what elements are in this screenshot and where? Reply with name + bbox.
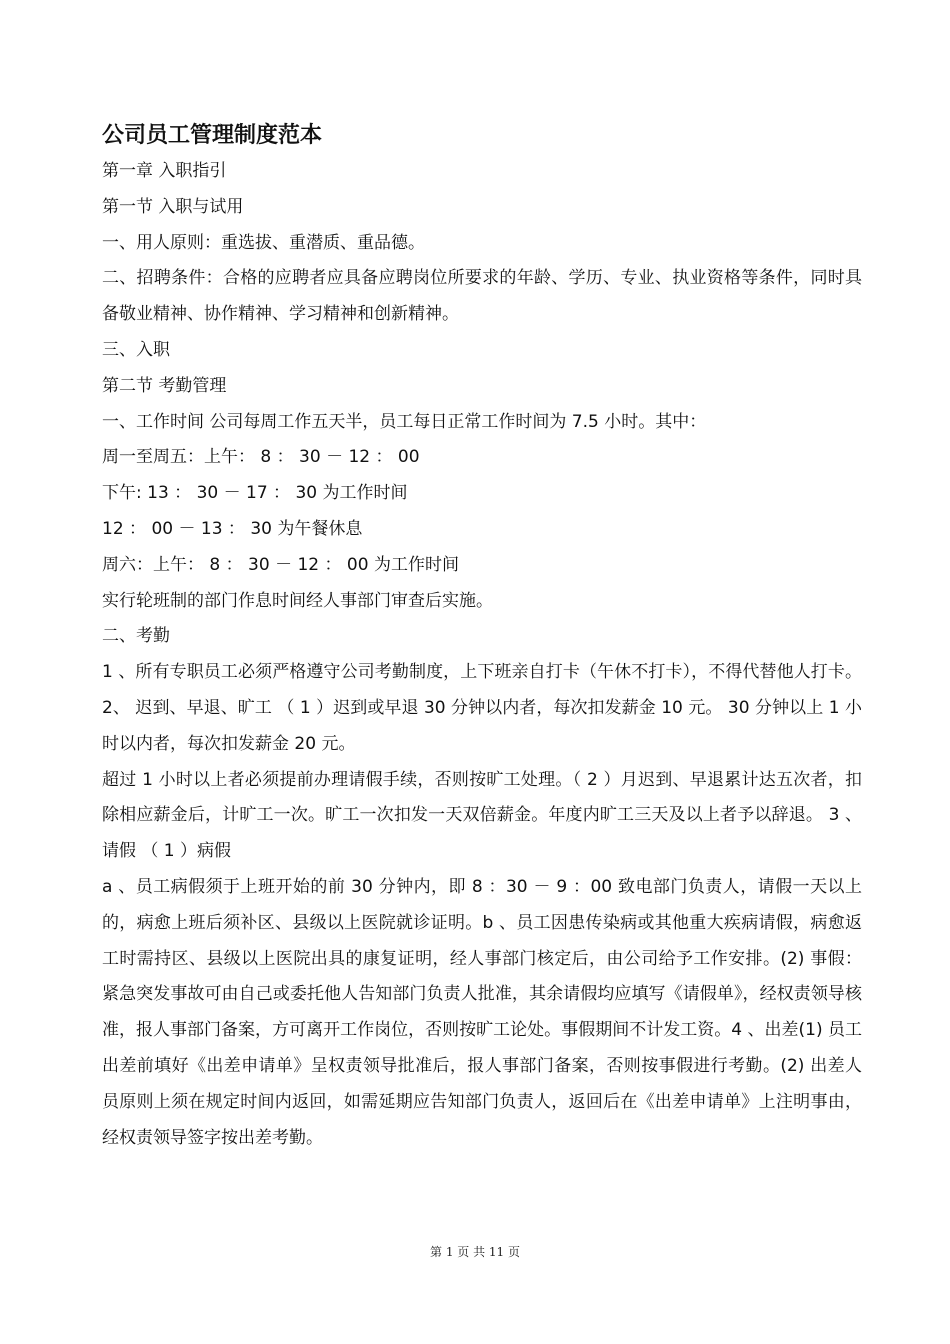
- leave-paragraph: a 、员工病假须于上班开始的前 30 分钟内，即 8 ：30 － 9 ：00 致电部门负责人，请假一天以上的，病愈上班后须补区、县级以上医院就诊证明。b 、员工因患传染病或其他重大疾病请假，病愈返工时需持区、县级以上医院出具的康复证明，经人事部门核定后，由公司给予工作安排。(2) 事假：紧急突发事故可由自己或委托他人告知部门负责人批准，其余请假均应填写《请假单》，经权责领导核准，报人事部门备案，方可离开工作岗位，否则按旷工论处。事假期间不计发工资。4 、出差(1) 员工出差前填好《出差申请单》呈权责领导批准后，报人事部门备案，否则按事假进行考勤。(2) 出差人员原则上须在规定时间内返回，如需延期应告知部门负责人，返回后在《出差申请单》上注明事由，经权责领导签字按出差考勤。: [102, 876, 862, 1148]
- shift-rule-line: 实行轮班制的部门作息时间经人事部门审查后实施。: [102, 590, 493, 611]
- weekday-morning-line: 周一至周五：上午： 8 ： 30 － 12 ： 00: [102, 447, 420, 468]
- lunch-break-line: 12 ： 00 － 13 ： 30 为午餐休息: [102, 518, 363, 539]
- hiring-principle-line: 一、用人原则：重选拔、重潜质、重品德。: [102, 232, 425, 253]
- recruitment-conditions-paragraph: 二、招聘条件：合格的应聘者应具备应聘岗位所要求的年龄、学历、专业、执业资格等条件，同时具备敬业精神、协作精神、学习精神和创新精神。: [102, 268, 862, 325]
- attendance-paragraph-2: 超过 1 小时以上者必须提前办理请假手续，否则按旷工处理。（ 2 ）月迟到、早退累计达五次者，扣除相应薪金后，计旷工一次。旷工一次扣发一天双倍薪金。年度内旷工三天及以上者予以辞退。 3 、请假 （ 1 ）病假: [102, 769, 862, 862]
- chapter-heading: 第一章 入职指引: [102, 161, 227, 181]
- section-heading-1: 第一节 入职与试用: [102, 196, 244, 217]
- onboarding-heading: 三、入职: [102, 339, 170, 360]
- saturday-line: 周六：上午： 8 ： 30 － 12 ： 00 为工作时间: [102, 554, 459, 575]
- document-title: 公司员工管理制度范本: [102, 123, 323, 148]
- work-hours-line: 一、工作时间 公司每周工作五天半，员工每日正常工作时间为 7.5 小时。其中：: [102, 411, 707, 432]
- document-body: [102, 118, 862, 1156]
- attendance-paragraph-1: 1 、所有专职员工必须严格遵守公司考勤制度，上下班亲自打卡（午休不打卡），不得代替他人打卡。 2、 迟到、早退、旷工 （ 1 ）迟到或早退 30 分钟以内者，每次扣发薪金 10 元。 30 分钟以上 1 小时以内者，每次扣发薪金 20 元。: [102, 662, 862, 754]
- page-number-footer: 第 1 页 共 11 页: [430, 1245, 520, 1259]
- attendance-heading: 二、考勤: [102, 626, 170, 647]
- section-heading-2: 第二节 考勤管理: [102, 375, 227, 396]
- afternoon-line: 下午: 13 ： 30 － 17 ： 30 为工作时间: [102, 483, 408, 504]
